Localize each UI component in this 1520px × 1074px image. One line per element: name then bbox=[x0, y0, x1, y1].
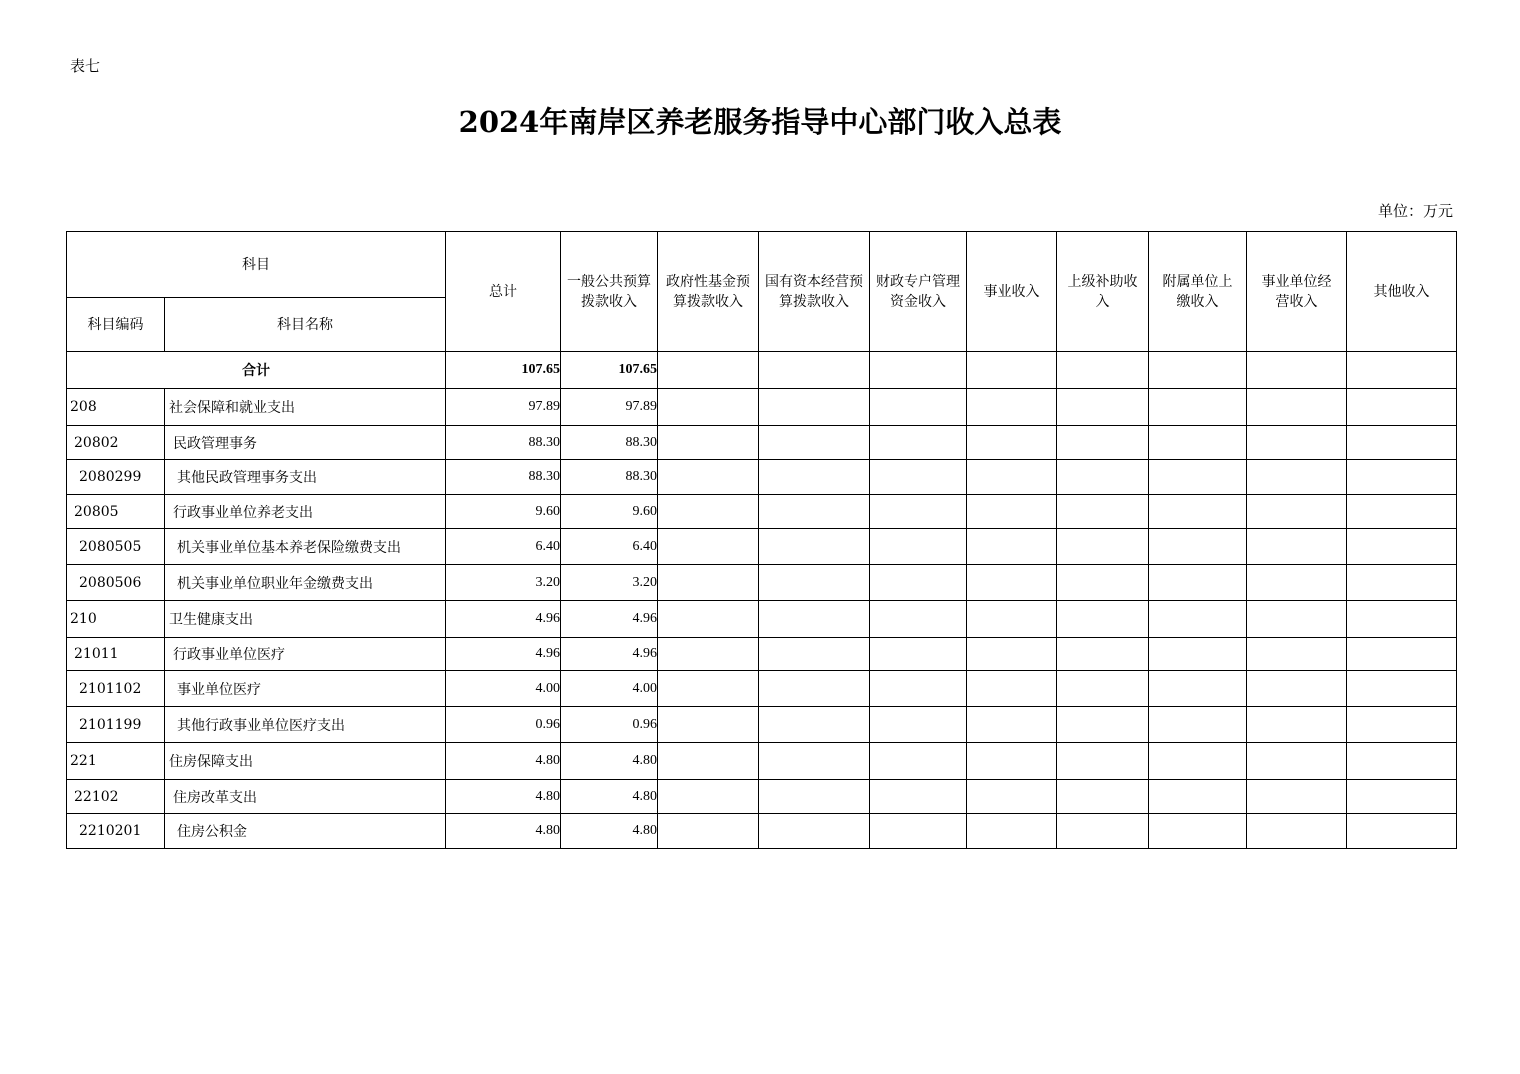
empty-cell bbox=[759, 426, 870, 460]
table-row bbox=[67, 426, 1457, 460]
empty-cell bbox=[1057, 743, 1149, 780]
empty-cell bbox=[658, 601, 759, 638]
empty-cell bbox=[967, 671, 1057, 707]
table-row bbox=[67, 389, 1457, 426]
header-superior-subsidy bbox=[1057, 232, 1149, 352]
empty-cell bbox=[1247, 426, 1347, 460]
general-budget-cell: 9.60 bbox=[561, 495, 658, 529]
empty-cell bbox=[759, 780, 870, 814]
empty-cell bbox=[1057, 529, 1149, 565]
total-amount-cell: 3.20 bbox=[446, 565, 561, 601]
table-row bbox=[67, 565, 1457, 601]
subject-name-cell: 社会保障和就业支出 bbox=[165, 389, 446, 426]
empty-cell bbox=[658, 814, 759, 849]
empty-cell bbox=[1057, 426, 1149, 460]
subject-name-cell: 其他民政管理事务支出 bbox=[165, 460, 446, 495]
empty-cell bbox=[1057, 707, 1149, 743]
subject-code-cell: 2080506 bbox=[67, 565, 165, 601]
empty-cell bbox=[1247, 743, 1347, 780]
empty-cell bbox=[1247, 814, 1347, 849]
empty-cell bbox=[1149, 638, 1247, 671]
empty-cell bbox=[759, 529, 870, 565]
empty-cell bbox=[870, 707, 967, 743]
empty-cell bbox=[658, 460, 759, 495]
empty-cell bbox=[1057, 565, 1149, 601]
empty-cell bbox=[967, 707, 1057, 743]
empty-cell bbox=[1149, 352, 1247, 389]
subject-name-cell: 机关事业单位职业年金缴费支出 bbox=[165, 565, 446, 601]
empty-cell bbox=[1057, 495, 1149, 529]
empty-cell bbox=[1247, 780, 1347, 814]
subject-code-cell: 221 bbox=[67, 743, 165, 780]
header-fiscal-special-text: 财政专户管理资金收入 bbox=[876, 273, 960, 310]
empty-cell bbox=[1149, 426, 1247, 460]
empty-cell bbox=[967, 814, 1057, 849]
empty-cell bbox=[1149, 780, 1247, 814]
empty-cell bbox=[1057, 352, 1149, 389]
header-state-capital-text: 国有资本经营预算拨款收入 bbox=[765, 273, 863, 310]
subject-name-cell: 行政事业单位养老支出 bbox=[165, 495, 446, 529]
empty-cell bbox=[1149, 671, 1247, 707]
empty-cell bbox=[870, 565, 967, 601]
empty-cell bbox=[1149, 814, 1247, 849]
table-row bbox=[67, 638, 1457, 671]
empty-cell bbox=[759, 389, 870, 426]
empty-cell bbox=[658, 389, 759, 426]
empty-cell bbox=[870, 495, 967, 529]
table-row bbox=[67, 707, 1457, 743]
general-budget-cell: 0.96 bbox=[561, 707, 658, 743]
empty-cell bbox=[658, 529, 759, 565]
empty-cell bbox=[658, 565, 759, 601]
general-budget-cell: 88.30 bbox=[561, 460, 658, 495]
header-gov-fund-text: 政府性基金预算拨款收入 bbox=[666, 273, 750, 310]
subject-name-cell: 行政事业单位医疗 bbox=[165, 638, 446, 671]
empty-cell bbox=[1149, 743, 1247, 780]
empty-cell bbox=[967, 743, 1057, 780]
page-title: 2024年南岸区养老服务指导中心部门收入总表 bbox=[458, 105, 1062, 139]
empty-cell bbox=[658, 671, 759, 707]
total-row bbox=[67, 352, 1457, 389]
header-affiliated-payment-text: 附属单位上缴收入 bbox=[1162, 273, 1233, 310]
empty-cell bbox=[1057, 780, 1149, 814]
table-row bbox=[67, 495, 1457, 529]
empty-cell bbox=[1247, 565, 1347, 601]
subject-name-cell: 住房保障支出 bbox=[165, 743, 446, 780]
subject-code-cell: 2101199 bbox=[67, 707, 165, 743]
subject-name-cell: 机关事业单位基本养老保险缴费支出 bbox=[165, 529, 446, 565]
empty-cell bbox=[1347, 565, 1457, 601]
general-budget-cell: 3.20 bbox=[561, 565, 658, 601]
empty-cell bbox=[658, 495, 759, 529]
general-budget-cell: 4.96 bbox=[561, 601, 658, 638]
empty-cell bbox=[1149, 707, 1247, 743]
empty-cell bbox=[658, 426, 759, 460]
empty-cell bbox=[1247, 389, 1347, 426]
empty-cell bbox=[870, 601, 967, 638]
total-amount-cell: 88.30 bbox=[446, 460, 561, 495]
total-row-total: 107.65 bbox=[446, 352, 561, 389]
empty-cell bbox=[1347, 814, 1457, 849]
empty-cell bbox=[1347, 460, 1457, 495]
empty-cell bbox=[967, 460, 1057, 495]
header-fiscal-special bbox=[870, 232, 967, 352]
total-amount-cell: 88.30 bbox=[446, 426, 561, 460]
empty-cell bbox=[759, 638, 870, 671]
empty-cell bbox=[870, 460, 967, 495]
empty-cell bbox=[967, 529, 1057, 565]
empty-cell bbox=[870, 638, 967, 671]
income-summary-table bbox=[66, 231, 1457, 849]
subject-code-cell: 2080505 bbox=[67, 529, 165, 565]
total-amount-cell: 9.60 bbox=[446, 495, 561, 529]
empty-cell bbox=[967, 638, 1057, 671]
empty-cell bbox=[658, 707, 759, 743]
subject-code-cell: 20802 bbox=[67, 426, 165, 460]
empty-cell bbox=[759, 814, 870, 849]
header-general-budget bbox=[561, 232, 658, 352]
subject-code-cell: 210 bbox=[67, 601, 165, 638]
header-superior-subsidy-text: 上级补助收入 bbox=[1067, 273, 1138, 310]
empty-cell bbox=[759, 707, 870, 743]
empty-cell bbox=[1149, 601, 1247, 638]
empty-cell bbox=[870, 352, 967, 389]
header-gov-fund bbox=[658, 232, 759, 352]
empty-cell bbox=[1347, 529, 1457, 565]
header-total: 总计 bbox=[446, 232, 561, 352]
subject-code-cell: 2080299 bbox=[67, 460, 165, 495]
total-amount-cell: 4.80 bbox=[446, 743, 561, 780]
subject-name-cell: 其他行政事业单位医疗支出 bbox=[165, 707, 446, 743]
general-budget-cell: 4.80 bbox=[561, 743, 658, 780]
empty-cell bbox=[759, 743, 870, 780]
empty-cell bbox=[1057, 460, 1149, 495]
empty-cell bbox=[1347, 638, 1457, 671]
empty-cell bbox=[967, 426, 1057, 460]
empty-cell bbox=[967, 565, 1057, 601]
empty-cell bbox=[1149, 460, 1247, 495]
header-state-capital bbox=[759, 232, 870, 352]
subject-code-cell: 22102 bbox=[67, 780, 165, 814]
subject-name-cell: 民政管理事务 bbox=[165, 426, 446, 460]
empty-cell bbox=[870, 671, 967, 707]
unit-label: 单位：万元 bbox=[1377, 202, 1453, 220]
table-row bbox=[67, 460, 1457, 495]
total-amount-cell: 4.80 bbox=[446, 814, 561, 849]
empty-cell bbox=[967, 352, 1057, 389]
empty-cell bbox=[870, 529, 967, 565]
empty-cell bbox=[759, 352, 870, 389]
subject-name-cell: 卫生健康支出 bbox=[165, 601, 446, 638]
empty-cell bbox=[759, 460, 870, 495]
subject-code-cell: 2101102 bbox=[67, 671, 165, 707]
empty-cell bbox=[870, 814, 967, 849]
empty-cell bbox=[1149, 495, 1247, 529]
document-label: 表七 bbox=[70, 57, 101, 75]
empty-cell bbox=[967, 601, 1057, 638]
table-row bbox=[67, 743, 1457, 780]
empty-cell bbox=[1247, 601, 1347, 638]
empty-cell bbox=[759, 495, 870, 529]
header-subject-name: 科目名称 bbox=[165, 298, 446, 352]
total-row-general: 107.65 bbox=[561, 352, 658, 389]
total-amount-cell: 6.40 bbox=[446, 529, 561, 565]
empty-cell bbox=[1347, 601, 1457, 638]
general-budget-cell: 4.96 bbox=[561, 638, 658, 671]
total-amount-cell: 4.96 bbox=[446, 601, 561, 638]
empty-cell bbox=[1247, 529, 1347, 565]
empty-cell bbox=[1057, 638, 1149, 671]
total-amount-cell: 4.80 bbox=[446, 780, 561, 814]
header-row-1 bbox=[67, 232, 1457, 298]
header-subject: 科目 bbox=[67, 232, 446, 298]
empty-cell bbox=[1057, 601, 1149, 638]
empty-cell bbox=[1057, 389, 1149, 426]
empty-cell bbox=[1347, 780, 1457, 814]
empty-cell bbox=[1149, 389, 1247, 426]
general-budget-cell: 4.80 bbox=[561, 780, 658, 814]
empty-cell bbox=[658, 743, 759, 780]
total-label: 合计 bbox=[67, 352, 446, 389]
empty-cell bbox=[1347, 495, 1457, 529]
header-other-income: 其他收入 bbox=[1347, 232, 1457, 352]
general-budget-cell: 4.80 bbox=[561, 814, 658, 849]
header-business-income: 事业收入 bbox=[967, 232, 1057, 352]
empty-cell bbox=[1347, 743, 1457, 780]
empty-cell bbox=[1347, 671, 1457, 707]
total-amount-cell: 4.96 bbox=[446, 638, 561, 671]
empty-cell bbox=[1347, 426, 1457, 460]
total-amount-cell: 97.89 bbox=[446, 389, 561, 426]
header-general-budget-text: 一般公共预算拨款收入 bbox=[567, 273, 651, 310]
empty-cell bbox=[870, 426, 967, 460]
subject-name-cell: 住房公积金 bbox=[165, 814, 446, 849]
table-row bbox=[67, 529, 1457, 565]
table-row bbox=[67, 780, 1457, 814]
empty-cell bbox=[759, 565, 870, 601]
table-row bbox=[67, 601, 1457, 638]
general-budget-cell: 97.89 bbox=[561, 389, 658, 426]
empty-cell bbox=[1247, 707, 1347, 743]
empty-cell bbox=[1057, 814, 1149, 849]
header-business-operation-text: 事业单位经营收入 bbox=[1261, 273, 1332, 310]
header-affiliated-payment bbox=[1149, 232, 1247, 352]
subject-code-cell: 21011 bbox=[67, 638, 165, 671]
subject-code-cell: 208 bbox=[67, 389, 165, 426]
empty-cell bbox=[759, 601, 870, 638]
empty-cell bbox=[967, 780, 1057, 814]
empty-cell bbox=[870, 389, 967, 426]
empty-cell bbox=[870, 743, 967, 780]
empty-cell bbox=[1057, 671, 1149, 707]
empty-cell bbox=[1149, 529, 1247, 565]
empty-cell bbox=[967, 495, 1057, 529]
total-amount-cell: 0.96 bbox=[446, 707, 561, 743]
general-budget-cell: 88.30 bbox=[561, 426, 658, 460]
total-amount-cell: 4.00 bbox=[446, 671, 561, 707]
empty-cell bbox=[658, 352, 759, 389]
empty-cell bbox=[1247, 638, 1347, 671]
empty-cell bbox=[870, 780, 967, 814]
empty-cell bbox=[658, 780, 759, 814]
table-row bbox=[67, 671, 1457, 707]
empty-cell bbox=[1247, 460, 1347, 495]
header-subject-code: 科目编码 bbox=[67, 298, 165, 352]
empty-cell bbox=[1247, 352, 1347, 389]
subject-name-cell: 事业单位医疗 bbox=[165, 671, 446, 707]
empty-cell bbox=[1347, 389, 1457, 426]
empty-cell bbox=[759, 671, 870, 707]
general-budget-cell: 6.40 bbox=[561, 529, 658, 565]
empty-cell bbox=[1347, 707, 1457, 743]
empty-cell bbox=[967, 389, 1057, 426]
header-business-operation bbox=[1247, 232, 1347, 352]
empty-cell bbox=[658, 638, 759, 671]
general-budget-cell: 4.00 bbox=[561, 671, 658, 707]
table-row bbox=[67, 814, 1457, 849]
empty-cell bbox=[1149, 565, 1247, 601]
subject-code-cell: 20805 bbox=[67, 495, 165, 529]
empty-cell bbox=[1347, 352, 1457, 389]
subject-name-cell: 住房改革支出 bbox=[165, 780, 446, 814]
empty-cell bbox=[1247, 671, 1347, 707]
subject-code-cell: 2210201 bbox=[67, 814, 165, 849]
empty-cell bbox=[1247, 495, 1347, 529]
